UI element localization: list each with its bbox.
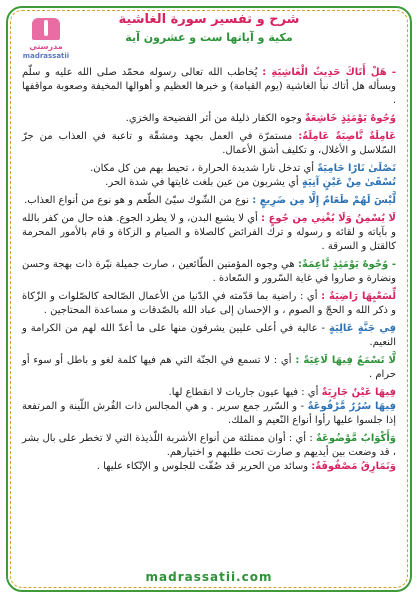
site-url-footer[interactable]: madrassatii.com <box>145 570 273 584</box>
paragraph <box>22 66 396 108</box>
verse-keyword: وُجُوهٌ يَوْمَئِذٍ خَاشِعَةٌ <box>304 113 396 124</box>
verse-explanation: يُخاطب الله تعالى رسوله محمّد صلى الله عليه و سلّم وبسأله هل أتاك نبأ الغاشية (يوم القيامة) و خبرها العظيم و أهوالها المخيفة وصعوبة مواقفها . <box>22 67 396 106</box>
verse-keyword: لَا يُسْمِنُ وَلَا يُغْنِي مِن جُوعٍ : <box>261 213 397 224</box>
paragraph <box>22 162 396 176</box>
paragraph <box>22 386 396 400</box>
verse-keyword: عَامِلَةٌ نَّاصِبَةٌ عَامِلَةٌ: <box>298 131 397 142</box>
paragraph <box>22 322 396 350</box>
logo-arabic-text: مدرستي <box>29 42 63 51</box>
verse-keyword: وَأَكْوَابٌ مَّوْضُوعَةٌ <box>315 433 396 444</box>
logo-latin-text: madrassatii <box>22 52 70 60</box>
paragraph <box>22 258 396 286</box>
verse-keyword: - هَلْ أَتَاكَ حَدِيثُ الْغَاشِيَةِ : <box>262 67 396 78</box>
verse-keyword: فِيهَا عَيْنٌ جَارِيَةٌ <box>321 387 396 398</box>
verse-keyword: لَّا تَسْمَعُ فِيهَا لَاغِيَةً : <box>295 355 396 366</box>
verse-keyword: - وُجُوهٌ يَوْمَئِذٍ نَّاعِمَةٌ: <box>298 259 396 270</box>
verse-keyword: تَصْلَىٰ نَارًا حَامِيَةً <box>317 163 396 174</box>
paragraph <box>22 130 396 158</box>
paragraph <box>22 176 396 190</box>
verse-explanation: مستمرّة في العمل بجهد ومشقّة و تاعبة في العذاب من جرّ السّلاسل و الأغلال، و تكليف أشق الأعمال. <box>22 131 396 156</box>
paragraph <box>22 112 396 126</box>
verse-keyword: فِيهَا سُرُرٌ مَّرْفُوعَةٌ <box>307 401 396 412</box>
verse-explanation: أي تدخل نارا شديدة الحرارة ، تحيط بهم من كل مكان. <box>90 163 318 174</box>
page-subtitle: مكية و آياتها ست و عشرون آية <box>125 31 293 44</box>
paragraph <box>22 432 396 460</box>
verse-explanation: أي يشربون من عين بلغت غايتها في شدة الحر. <box>105 177 302 188</box>
verse-explanation: نوع من الشّوك سيّئ الطّعم و هو نوع من أنواع العذاب. <box>24 195 253 206</box>
paragraph <box>22 194 396 208</box>
verse-explanation: أي : فيها عيون جاريات لا انقطاع لها. <box>168 387 322 398</box>
verse-keyword: تُسْقَىٰ مِنْ عَيْنٍ آنِيَةٍ <box>301 177 396 188</box>
verse-keyword: وَنَمَارِقُ مَصْفُوفَةٌ: <box>311 461 396 472</box>
verse-explanation: - و السّرر جمع سرير . و هي المجالس ذات الفُرش اللّينة و المرتفعة إذا جلسوا عليها رأوا أنواع النّعيم و الملك. <box>22 401 396 426</box>
paragraph <box>22 354 396 382</box>
paragraph <box>22 400 396 428</box>
verse-explanation: وسائد من الحرير قد صُفّت للجلوس و الإتّكاء عليها . <box>96 461 312 472</box>
explanation-body <box>22 66 396 478</box>
verse-keyword: لِّسَعْيِهَا رَاضِيَةٌ : <box>321 291 396 302</box>
paragraph <box>22 212 396 254</box>
page-title: شرح و تفسير سورة الغاشية <box>118 12 300 27</box>
verse-explanation: أي : لا تسمع في الجنّة التي هم فيها كلمة لغو و باطل أو سوء أو حرام . <box>22 355 396 380</box>
verse-explanation: أي لا يشبع البدن، و لا يطرد الجوع. هذه حال من كفر بالله و بآياته و لقائه و رسوله و ترك الفرائض كالصلاة و الصيام و الزكاة و قام بالأمور المحرمة كالقتل و السرقة . <box>22 213 396 252</box>
verse-explanation: أي : راضية بما قدّمته في الدّنيا من الأعمال الصّالحة كالصّلوات و الزّكاة و ذكر الله و الحجّ و الصوم ، و الإحسان إلى عباد الله بالصّدقات و مساعدة المحتاجين . <box>22 291 396 316</box>
paragraph <box>22 460 396 474</box>
paragraph <box>22 290 396 318</box>
verse-explanation: هي وجوه المؤمنين الطّائعين ، صارت جميلة نيّرة ذات بهجة وحسن ونضارة و صاروا في غاية السّرور و السّعادة . <box>22 259 396 284</box>
verse-explanation: : أي : أوان ممتلئة من أنواع الأشربة اللّذيذة التي لا تخطر على بال بشر ، قد وضعت بين أيديهم و صارت تحت طلبهم و اختيارهم. <box>22 433 396 458</box>
verse-explanation: وجوه الكفار ذليلة من أثر الفضيحة والخزي. <box>125 113 305 124</box>
verse-keyword: فِي جَنَّةٍ عَالِيَةٍ <box>329 323 396 334</box>
verse-keyword: لَّيْسَ لَهُمْ طَعَامٌ إِلَّا مِن ضَرِيعٍ : <box>252 195 396 206</box>
verse-explanation: - عالية في أعلى عليين يشرفون منها على ما أعدّ الله لهم من الكرامة و النعيم. <box>22 323 396 348</box>
